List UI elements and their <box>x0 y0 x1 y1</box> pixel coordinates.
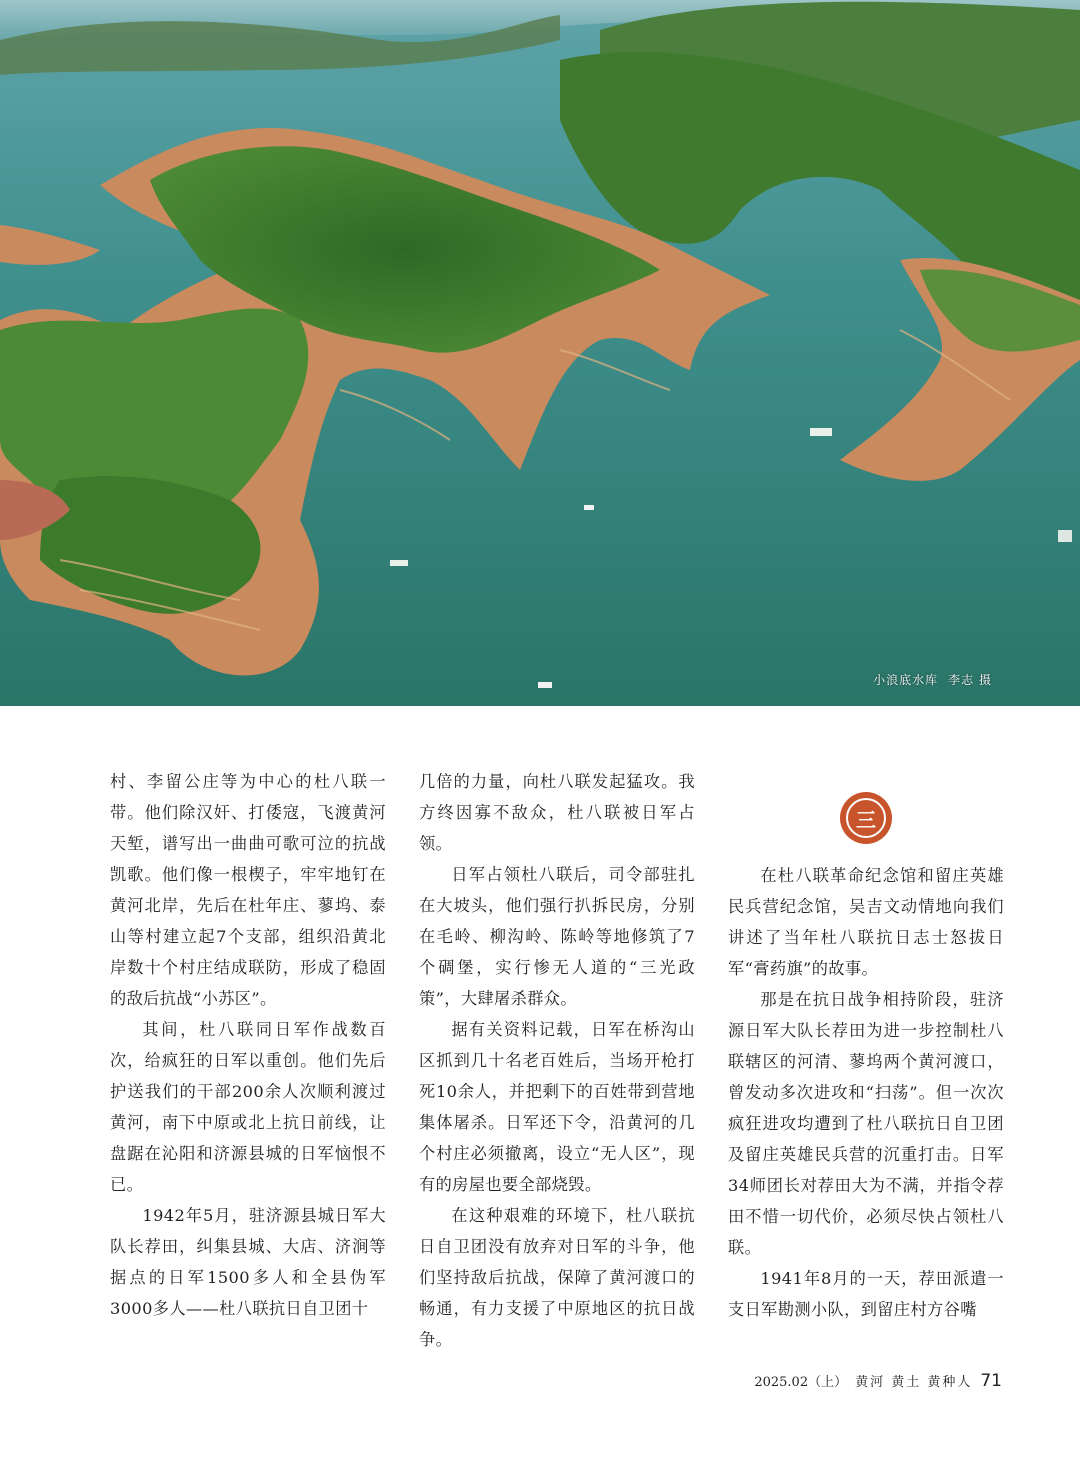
issue-date: 2025.02（上） <box>754 1375 848 1390</box>
section-number-badge <box>840 792 892 844</box>
text-column-3 <box>728 860 1004 1325</box>
paragraph: 村、李留公庄等为中心的杜八联一带。他们除汉奸、打倭寇，飞渡黄河天堑，谱写出一曲曲可歌可泣的抗战凯歌。他们像一根楔子，牢牢地钉在黄河北岸，先后在杜年庄、蓼坞、泰山等村建立起7个支部，组织沿黄北岸数十个村庄结成联防，形成了稳固的敌后抗战“小苏区”。 <box>110 772 386 1008</box>
photo-caption <box>873 671 992 688</box>
page-footer <box>754 1371 1002 1391</box>
paragraph: 在杜八联革命纪念馆和留庄英雄民兵营纪念馆，吴吉文动情地向我们讲述了当年杜八联抗日志士怒拔日军“膏药旗”的故事。 <box>728 866 1004 978</box>
paragraph: 那是在抗日战争相持阶段，驻济源日军大队长荐田为进一步控制杜八联辖区的河清、蓼坞两个黄河渡口，曾发动多次进攻和“扫荡”。但一次次疯狂进攻均遭到了杜八联抗日自卫团及留庄英雄民兵营的沉重打击。日军34师团长对荐田大为不满，并指令荐田不惜一切代价，必须尽快占领杜八联。 <box>728 990 1004 1257</box>
caption-author: 李志 摄 <box>948 673 992 687</box>
text-column-2 <box>419 766 695 1355</box>
magazine-name: 黄河 黄土 黄种人 <box>855 1375 973 1390</box>
paragraph: 1942年5月，驻济源县城日军大队长荐田，纠集县城、大店、济涧等据点的日军1500多人和全县伪军3000多人——杜八联抗日自卫团十 <box>110 1206 386 1318</box>
aerial-landscape-illustration <box>0 0 1080 706</box>
text-column-1 <box>110 766 386 1324</box>
section-number: 三 <box>846 798 886 838</box>
page-number: 71 <box>980 1371 1002 1391</box>
boat-shape <box>810 428 832 436</box>
paragraph: 1941年8月的一天，荐田派遣一支日军勘测小队，到留庄村方谷嘴 <box>728 1269 1004 1319</box>
reservoir-photo <box>0 0 1080 706</box>
caption-place: 小浪底水库 <box>873 673 939 687</box>
paragraph: 在这种艰难的环境下，杜八联抗日自卫团没有放弃对日军的斗争，他们坚持敌后抗战，保障了黄河渡口的畅通，有力支援了中原地区的抗日战争。 <box>419 1206 695 1349</box>
paragraph: 其间，杜八联同日军作战数百次，给疯狂的日军以重创。他们先后护送我们的干部200余人次顺利渡过黄河，南下中原或北上抗日前线，让盘踞在沁阳和济源县城的日军恼恨不已。 <box>110 1020 386 1194</box>
paragraph: 据有关资料记载，日军在桥沟山区抓到几十名老百姓后，当场开枪打死10余人，并把剩下的百姓带到营地集体屠杀。日军还下令，沿黄河的几个村庄必须撤离，设立“无人区”，现有的房屋也要全部烧毁。 <box>419 1020 695 1194</box>
paragraph: 日军占领杜八联后，司令部驻扎在大坡头，他们强行扒拆民房，分别在毛岭、柳沟岭、陈岭等地修筑了7个碉堡，实行惨无人道的“三光政策”，大肆屠杀群众。 <box>419 865 695 1008</box>
paragraph: 几倍的力量，向杜八联发起猛攻。我方终因寡不敌众，杜八联被日军占领。 <box>419 772 695 853</box>
